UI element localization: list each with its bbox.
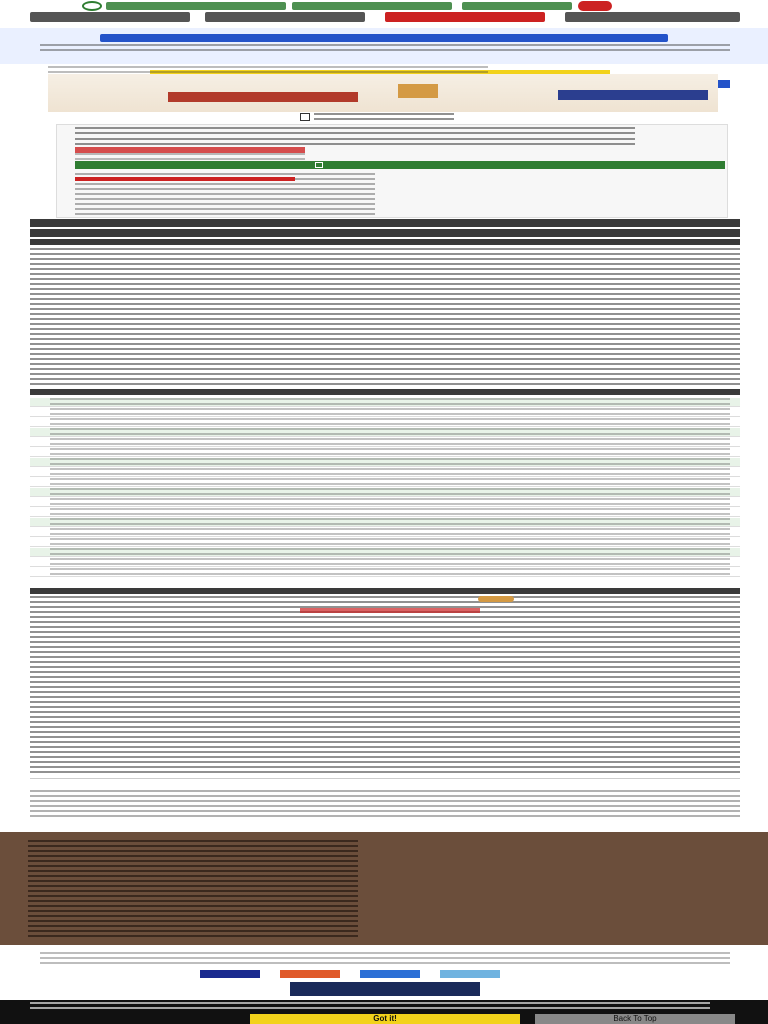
payment-icons [200, 970, 560, 978]
cookie-accept-button[interactable] [250, 1014, 520, 1024]
paypal-icon [360, 970, 420, 978]
write-review-bar[interactable] [30, 229, 740, 237]
shipping-highlight [300, 608, 480, 613]
specifications-bar[interactable] [30, 389, 740, 395]
shipping-info-bar[interactable] [30, 588, 740, 594]
specifications-table [30, 398, 740, 583]
breadcrumb[interactable] [48, 66, 488, 74]
tweet-button[interactable] [407, 211, 527, 217]
back-to-top-label: Back To Top [613, 1014, 657, 1023]
description-bar[interactable] [30, 239, 740, 245]
amex-icon [440, 970, 500, 978]
cart-button[interactable] [385, 12, 545, 22]
trust-seal [290, 982, 480, 996]
account-button[interactable] [565, 12, 740, 22]
search-button[interactable] [205, 12, 365, 22]
cart-icon [315, 162, 323, 168]
gallery-link[interactable] [300, 113, 460, 121]
product-title [75, 127, 635, 137]
menu-button[interactable] [30, 12, 190, 22]
image-icon [300, 113, 310, 121]
free-shipping-badge [478, 596, 514, 602]
shipping-disclaimer [30, 790, 740, 820]
copyright-line [40, 952, 730, 964]
customer-reviews-bar[interactable] [30, 219, 740, 227]
cookie-consent-banner [0, 1000, 768, 1024]
eu-shop-banner [0, 28, 768, 64]
shipping-info-text [30, 596, 740, 776]
site-footer [0, 832, 768, 945]
description-text [30, 248, 740, 388]
footer-links[interactable] [28, 840, 358, 940]
mastercard-icon [280, 970, 340, 978]
buy-now-button[interactable] [75, 161, 725, 169]
hero-image[interactable] [48, 74, 718, 112]
back-to-top-button[interactable] [535, 1014, 735, 1024]
shipping-notice [75, 177, 295, 181]
top-navigation [0, 12, 768, 24]
cookie-accept-label: Got it! [373, 1014, 397, 1023]
visa-icon [200, 970, 260, 978]
shop-in-eu-button[interactable] [100, 34, 668, 42]
product-info-card [56, 124, 728, 218]
